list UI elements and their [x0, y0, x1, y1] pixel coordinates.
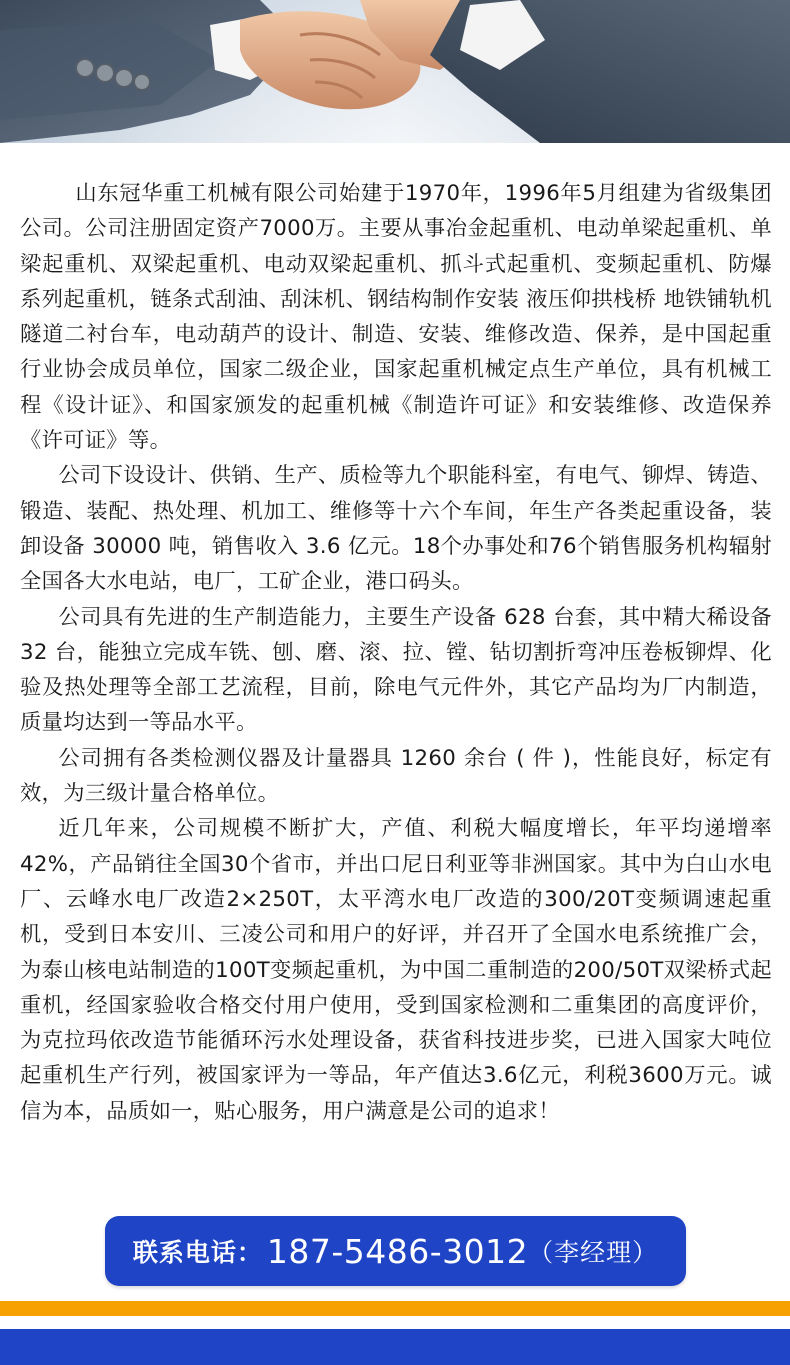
footer-blue-band [0, 1329, 790, 1365]
footer-orange-stripe [0, 1301, 790, 1316]
intro-paragraph: 公司下设设计、供销、生产、质检等九个职能科室，有电气、铆焊、铸造、锻造、装配、热处理、机加工、维修等十六个车间，年生产各类起重设备，装卸设备 30000 吨，销售收入 3.6 亿元。18个办事处和76个销售服务机构辐射全国各大水电站，电厂，工矿企业，港口码头。 [20, 463, 772, 595]
contact-phone-banner[interactable] [105, 1216, 686, 1286]
contact-person: （李经理） [528, 1238, 659, 1267]
contact-label: 联系电话： [132, 1238, 263, 1267]
handshake-illustration [0, 0, 790, 143]
phone-number[interactable]: 187-5486-3012 [266, 1231, 529, 1271]
intro-paragraph: 公司拥有各类检测仪器及计量器具 1260 余台 ( 件 )，性能良好，标定有效，为三级计量合格单位。 [20, 745, 772, 807]
intro-paragraph: 公司具有先进的生产制造能力，主要生产设备 628 台套，其中精大稀设备 32 台，能独立完成车铣、刨、磨、滚、拉、镗、钻切割折弯冲压卷板铆焊、化验及热处理等全部工艺流程，目前，除电气元件外，其它产品均为厂内制造，质量均达到一等品水平。 [20, 604, 772, 736]
company-introduction [20, 176, 772, 1129]
intro-paragraph: 山东冠华重工机械有限公司始建于1970年，1996年5月组建为省级集团公司。公司注册固定资产7000万。主要从事冶金起重机、电动单梁起重机、单梁起重机、双梁起重机、电动双梁起重机、抓斗式起重机、变频起重机、防爆系列起重机，链条式刮油、刮沫机、钢结构制作安装 液压仰拱栈桥 地铁铺轨机 隧道二衬台车，电动葫芦的设计、制造、安装、维修改造、保养，是中国起重行业协会成员单位，国家二级企业，国家起重机械定点生产单位，具有机械工程《设计证》、和国家颁发的起重机械《制造许可证》和安装维修、改造保养《许可证》等。 [20, 181, 772, 454]
hero-handshake-image [0, 0, 790, 143]
footer-divider [0, 1316, 790, 1329]
intro-paragraph: 近几年来，公司规模不断扩大，产值、利税大幅度增长，年平均递增率42%，产品销往全国30个省市，并出口尼日利亚等非洲国家。其中为白山水电厂、云峰水电厂改造2×250T，太平湾水电厂改造的300/20T变频调速起重机，受到日本安川、三凌公司和用户的好评，并召开了全国水电系统推广会，为泰山核电站制造的100T变频起重机，为中国二重制造的200/50T双梁桥式起重机，经国家验收合格交付用户使用，受到国家检测和二重集团的高度评价，为克拉玛依改造节能循环污水处理设备，获省科技进步奖，已进入国家大吨位起重机生产行列，被国家评为一等品，年产值达3.6亿元，利税3600万元。诚信为本，品质如一，贴心服务，用户满意是公司的追求！ [20, 816, 772, 1124]
